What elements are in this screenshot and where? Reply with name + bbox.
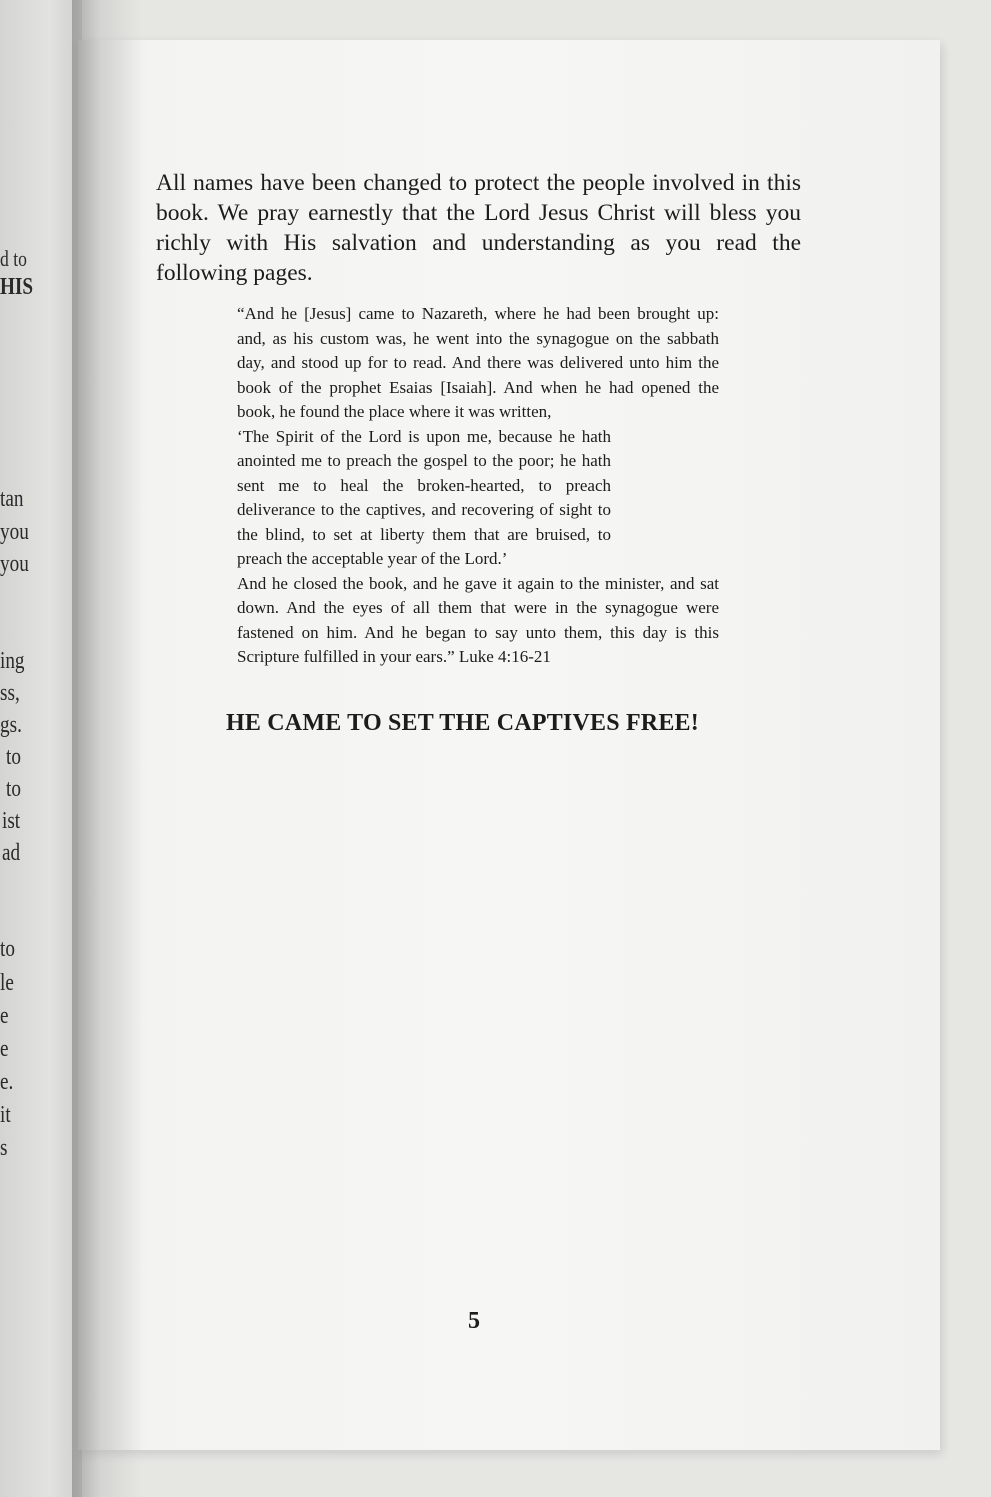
intro-paragraph: All names have been changed to protect the people involved in this book. We pray earnestly that the Lord Jesus Christ will bless you richly with His salvation and understanding as you read the following pages.: [156, 170, 801, 286]
left-fragment: to: [6, 776, 21, 802]
scripture-quote: [237, 302, 719, 670]
left-fragment: d to: [0, 246, 27, 271]
left-fragment: HIS: [0, 274, 34, 300]
left-fragment: you: [0, 551, 29, 577]
left-fragment: tan: [0, 486, 24, 512]
book-page: [78, 40, 940, 1450]
left-fragment: ing: [0, 648, 25, 674]
left-fragment: ad: [2, 840, 21, 866]
quote-opening: “And he [Jesus] came to Nazareth, where he had been brought up: and, as his custom was, he went into the synagogue on the sabbath day, and stood up for to read. And there was delivered unto him the book of the prophet Esaias [Isaiah]. And when he had opened the book, he found the place where it was written,: [237, 304, 719, 421]
left-fragment: to: [6, 744, 21, 770]
left-fragment: to: [0, 936, 15, 962]
left-fragment: e: [0, 1036, 9, 1062]
previous-page-edge: [0, 0, 82, 1497]
page-body: [156, 168, 801, 737]
left-fragment: ss,: [0, 680, 20, 706]
left-fragment: e.: [0, 1069, 14, 1095]
left-fragment: e: [0, 1003, 9, 1029]
left-fragment: you: [0, 519, 29, 545]
left-fragment: it: [0, 1102, 11, 1128]
left-fragment: gs.: [0, 712, 22, 738]
headline: HE CAME TO SET THE CAPTIVES FREE!: [226, 709, 699, 736]
quote-closing: And he closed the book, and he gave it again to the minister, and sat down. And the eyes of all them that were in the synagogue were fastened on him. And he began to say unto them, this day is this Scripture fulfilled in your ears.” Luke 4:16-21: [237, 573, 719, 666]
left-fragment: le: [0, 970, 14, 996]
left-fragment: ist: [2, 808, 21, 834]
left-fragment: s: [0, 1135, 8, 1161]
previous-page-text-fragments: [0, 0, 82, 1497]
page-number: 5: [468, 1308, 480, 1334]
inner-quote: ‘The Spirit of the Lord is upon me, because he hath anointed me to preach the gospel to the poor; he hath sent me to heal the broken-hearted, to preach deliverance to the captives, and recovering of sight to the blind, to set at liberty them that are bruised, to preach the acceptable year of the Lord.’: [237, 426, 611, 568]
